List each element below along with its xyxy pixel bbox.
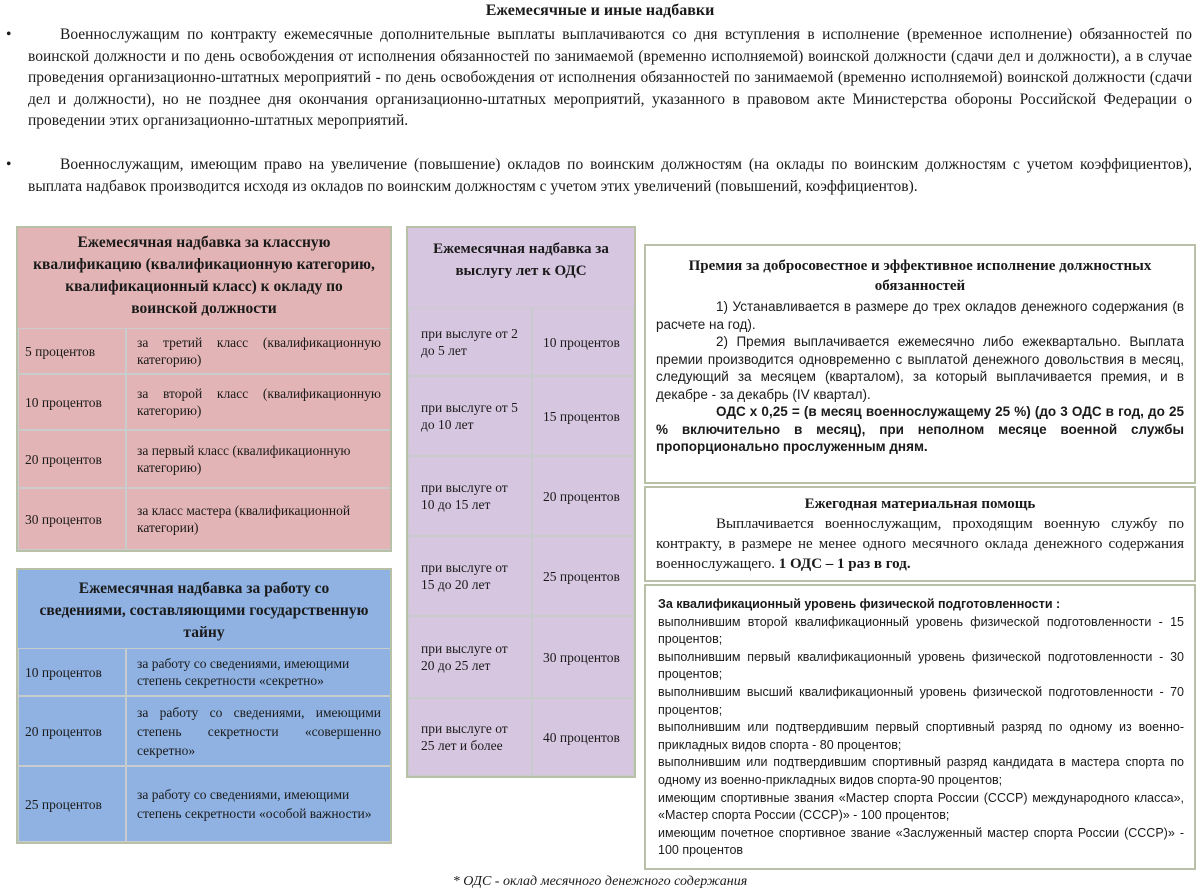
material-aid-text: Выплачивается военнослужащим, проходящим военную службу по контракту, в размере не менее одного месячного оклада денежного содержания военнослужащего. <box>656 516 1184 572</box>
physical-fitness-panel <box>644 584 1196 870</box>
secrecy-desc-cell: за работу со сведениями, имеющими степень секретности «особой важности» <box>126 766 392 842</box>
qualification-desc-cell: за первый класс (квалификационную категорию) <box>126 430 392 488</box>
qualification-percent-cell: 5 процентов <box>18 328 126 374</box>
secrecy-header: Ежемесячная надбавка за работу со сведениями, составляющими государственную тайну <box>39 580 369 641</box>
bullet-text: Военнослужащим по контракту ежемесячные дополнительные выплаты выплачиваются со дня вступления в исполнение (временное исполнение) обязанностей по воинской должности и по день освобождения от исполнения обязанностей по занимаемой (временно исполняемой) воинской должности (сдачи дел и должности), а в случае проведения организационно-штатных мероприятий - по день освобождения от исполнения обязанностей по занимаемой (временно исполняемой) воинской должности (сдачи дел и должности), но не позднее дня окончания организационно-штатных мероприятий, указанного в правовом акте Министерства обороны Российской Федерации о проведении этих организационно-штатных мероприятий. <box>28 26 1192 129</box>
qualification-percent-cell: 20 процентов <box>18 430 126 488</box>
secrecy-desc-cell: за работу со сведениями, имеющими степень секретности «секретно» <box>126 648 392 696</box>
seniority-percent-cell: 20 процентов <box>532 456 634 536</box>
secrecy-percent-cell: 20 процентов <box>18 696 126 766</box>
physical-fitness-item: выполнившим второй квалификационный уровень физической подготовленности - 15 процентов; <box>658 614 1184 647</box>
seniority-allowance-panel <box>406 226 636 778</box>
seniority-percent-cell: 10 процентов <box>532 308 634 376</box>
bonus-panel <box>644 244 1196 484</box>
page-title: Ежемесячные и иные надбавки <box>485 2 715 19</box>
seniority-header: Ежемесячная надбавка за выслугу лет к ОДС <box>433 241 609 279</box>
bullet-paragraph-1 <box>0 24 1192 132</box>
bullet-marker: • <box>6 156 12 173</box>
qualification-percent-cell: 10 процентов <box>18 374 126 430</box>
physical-fitness-item: выполнившим высший квалификационный уровень физической подготовленности - 70 процентов; <box>658 684 1184 717</box>
seniority-percent-cell: 30 процентов <box>532 616 634 698</box>
qualification-allowance-panel <box>16 226 392 552</box>
secrecy-percent-cell: 25 процентов <box>18 766 126 842</box>
seniority-range-cell: при выслуге от 10 до 15 лет <box>408 456 532 536</box>
seniority-range-cell: при выслуге от 20 до 25 лет <box>408 616 532 698</box>
seniority-percent-cell: 25 процентов <box>532 536 634 616</box>
seniority-range-cell: при выслуге от 15 до 20 лет <box>408 536 532 616</box>
physical-fitness-item: выполнившим или подтвердившим спортивный разряд кандидата в мастера спорта по одному из военно-прикладных видов спорта-90 процентов; <box>658 755 1184 787</box>
seniority-percent-cell: 40 процентов <box>532 698 634 776</box>
seniority-percent-cell: 15 процентов <box>532 376 634 456</box>
qualification-desc-cell: за класс мастера (квалификационной категории) <box>126 488 392 550</box>
qualification-header: Ежемесячная надбавка за классную квалификацию (квалификационную категорию, квалификационный класс) к окладу по воинской должности <box>33 234 375 317</box>
bullet-marker: • <box>6 26 12 43</box>
seniority-range-cell: при выслуге от 2 до 5 лет <box>408 308 532 376</box>
seniority-range-cell: при выслуге от 25 лет и более <box>408 698 532 776</box>
bonus-header: Премия за добросовестное и эффективное исполнение должностных обязанностей <box>688 258 1152 294</box>
physical-fitness-item: имеющим почетное спортивное звание «Заслуженный мастер спорта России (СССР)» - 100 процентов <box>658 825 1184 858</box>
material-aid-bold: 1 ОДС – 1 раз в год. <box>778 556 911 572</box>
secrecy-desc-cell: за работу со сведениями, имеющими степень секретности «совершенно секретно» <box>126 696 392 766</box>
bonus-point-2: 2) Премия выплачивается ежемесячно либо ежеквартально. Выплата премии производится одновременно с выплатой денежного довольствия в месяц, следующий за месяцем (кварталом), за который выплачивается премия, и в декабре - за декабрь (IV квартал). <box>656 334 1184 402</box>
material-aid-panel <box>644 486 1196 582</box>
physical-fitness-header: За квалификационный уровень физической подготовленности : <box>658 597 1061 611</box>
bullet-paragraph-2 <box>0 154 1192 197</box>
bullet-text: Военнослужащим, имеющим право на увеличение (повышение) окладов по воинским должностям (на оклады по воинским должностям с учетом коэффициентов), выплата надбавок производится исходя из окладов по воинским должностям с учетом этих увеличений (повышений, коэффициентов). <box>28 156 1192 195</box>
material-aid-header: Ежегодная материальная помощь <box>804 496 1036 512</box>
physical-fitness-item: выполнившим первый квалификационный уровень физической подготовленности - 30 процентов; <box>658 649 1184 682</box>
qualification-percent-cell: 30 процентов <box>18 488 126 550</box>
secrecy-allowance-panel <box>16 568 392 844</box>
qualification-desc-cell: за второй класс (квалификационную категорию) <box>126 374 392 430</box>
physical-fitness-item: имеющим спортивные звания «Мастер спорта России (СССР) международного класса», «Мастер спорта России (СССР)» - 100 процентов; <box>658 790 1184 823</box>
bonus-formula: ОДС х 0,25 = (в месяц военнослужащему 25 %) (до 3 ОДС в год, до 25 % включительно в месяц), при неполном месяце военной службы пропорционально прослуженным дням. <box>656 404 1184 454</box>
qualification-desc-cell: за третий класс (квалификационную категорию) <box>126 328 392 374</box>
footnote: * ОДС - оклад месячного денежного содержания <box>452 874 748 889</box>
secrecy-percent-cell: 10 процентов <box>18 648 126 696</box>
physical-fitness-item: выполнившим или подтвердившим первый спортивный разряд по одному из военно-прикладных видов спорта - 80 процентов; <box>658 720 1184 752</box>
seniority-range-cell: при выслуге от 5 до 10 лет <box>408 376 532 456</box>
bonus-point-1: 1) Устанавливается в размере до трех окладов денежного содержания (в расчете на год). <box>656 299 1184 332</box>
